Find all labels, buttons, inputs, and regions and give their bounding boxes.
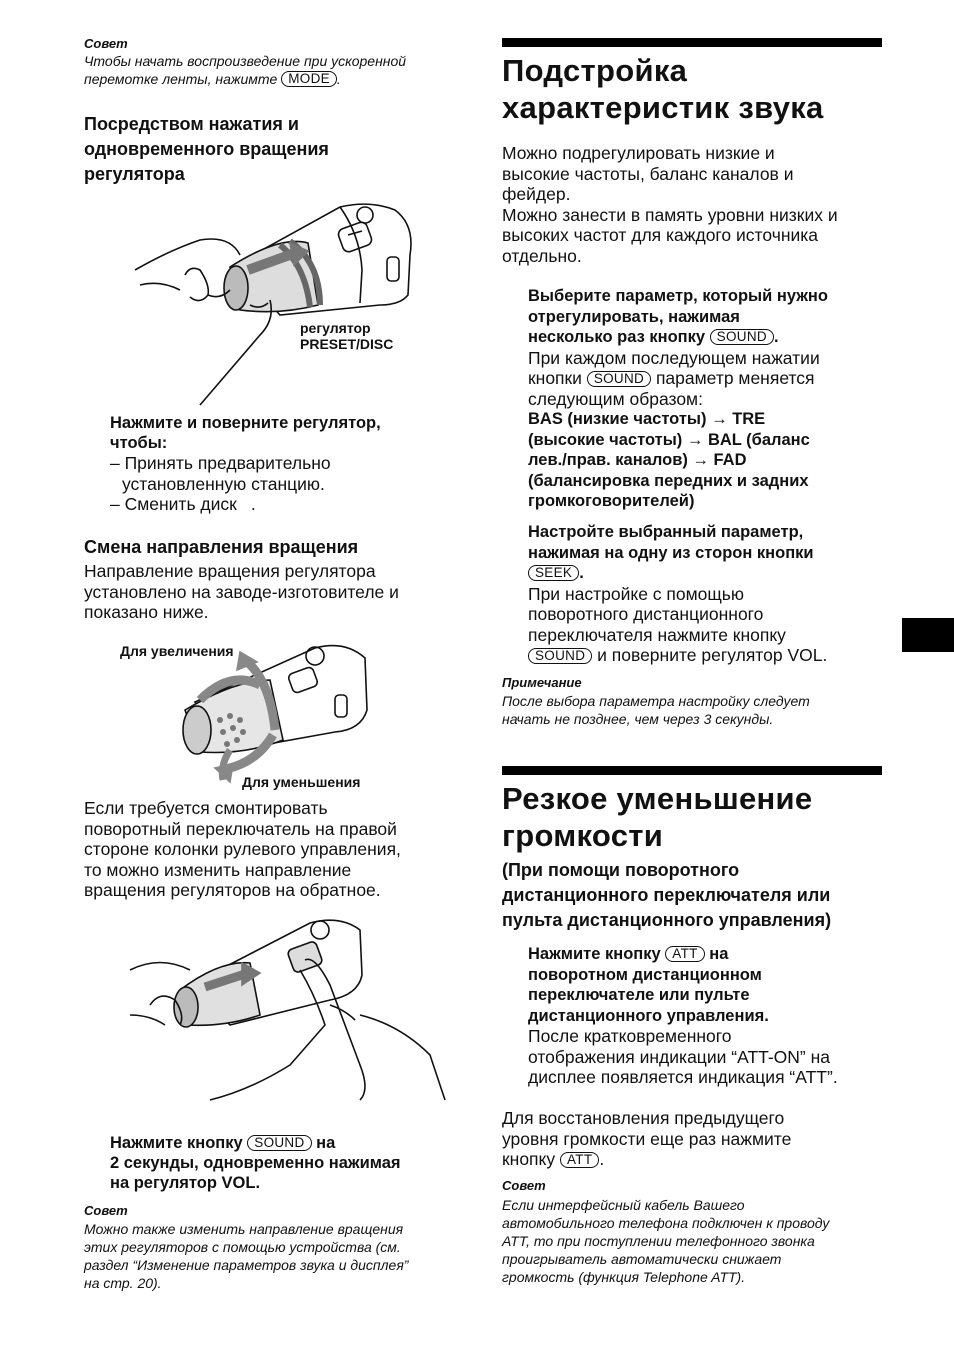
step-line	[528, 944, 898, 965]
text-line: После кратковременного	[528, 1026, 732, 1046]
att-button: ATT	[665, 946, 704, 962]
increase-label: Для увеличения	[120, 643, 234, 659]
note-text	[502, 692, 882, 728]
tip-line: этих регуляторов с помощью устройства (см.	[84, 1239, 401, 1255]
knob-press-rotate-illustration	[130, 195, 420, 405]
sequence-line: (высокие частоты) → BAL (баланс	[528, 430, 810, 449]
text-line: высокие частоты, баланс каналов и	[502, 163, 794, 184]
title-line: характеристик звука	[502, 90, 824, 125]
page-title	[502, 52, 882, 126]
step-line: на регулятор VOL.	[110, 1174, 261, 1192]
text-span: кнопку	[502, 1149, 560, 1169]
note-line: После выбора параметра настройку следует	[502, 693, 810, 709]
text-line: При настройке с помощью	[528, 583, 745, 604]
text-line: стороне колонки рулевого управления,	[84, 839, 401, 859]
step-line: нажимая на одну из сторон кнопки	[528, 543, 814, 562]
tip-title: Совет	[84, 36, 128, 51]
section-text	[84, 561, 464, 623]
text-span: кнопки	[528, 368, 587, 388]
section-rule	[502, 766, 882, 775]
step-line: 2 секунды, одновременно нажимая	[110, 1154, 401, 1172]
bullet-line: установленную станцию.	[122, 473, 325, 494]
bullet-text: .	[250, 494, 256, 514]
subtitle-line: (При помощи поворотного	[502, 860, 740, 880]
figure-label	[300, 320, 393, 352]
step-line: отрегулировать, нажимая	[528, 307, 740, 326]
text-line: переключателя нажмите кнопку	[528, 624, 786, 645]
tip-line: Если интерфейсный кабель Вашего	[502, 1197, 745, 1213]
att-button: ATT	[560, 1152, 599, 1168]
att-step	[528, 944, 898, 1088]
step-line: Выберите параметр, который нужно	[528, 287, 828, 305]
text-line: фейдер.	[502, 184, 571, 204]
step-block	[110, 1133, 470, 1193]
heading-line: одновременного вращения	[84, 139, 329, 159]
text-line: высоких частот для каждого источника	[502, 225, 819, 245]
text-line: вращения регуляторов на обратное.	[84, 880, 381, 900]
bullet-line	[110, 494, 460, 515]
text-line: дисплее появляется индикация “ATT”.	[528, 1067, 838, 1087]
sound-button: SOUND	[710, 329, 774, 345]
step-text: Нажмите кнопку	[110, 1134, 248, 1152]
sequence-line: лев./прав. каналов) → FAD	[528, 451, 747, 469]
title-line: Подстройка	[502, 53, 688, 88]
step-line: Настройте выбранный параметр,	[528, 523, 804, 541]
bullet-line: – Принять предварительно	[110, 453, 331, 473]
figure-label-line: регулятор	[300, 320, 371, 336]
sequence-line: громкоговорителей)	[528, 492, 695, 510]
tip-line	[84, 70, 464, 88]
text-line: поворотный переключатель на правой	[84, 818, 397, 839]
text-line: Можно занести в память уровни низких и	[502, 204, 838, 225]
tip-text	[84, 52, 464, 88]
tip-text	[84, 1220, 464, 1292]
tip-line: автомобильного телефона подключен к проводу	[502, 1215, 830, 1231]
subtitle-line: пульта дистанционного управления)	[502, 910, 832, 930]
tip-line: проигрыватель автоматически снижает	[502, 1251, 782, 1267]
note-title: Примечание	[502, 675, 582, 690]
tip-line: на стр. 20).	[84, 1275, 162, 1291]
text-line: Если требуется смонтировать	[84, 798, 328, 818]
step-text: на	[311, 1134, 336, 1152]
tip-line: громкость (функция Telephone ATT).	[502, 1269, 746, 1285]
step-text: .	[579, 564, 584, 582]
tip-line-text: перемотке ленты, нажимте	[84, 71, 282, 87]
step-2	[528, 522, 888, 666]
text-line: Направление вращения регулятора	[84, 561, 376, 581]
text-line: Для восстановления предыдущего	[502, 1108, 785, 1128]
section-rule	[502, 38, 882, 47]
sequence-line: (балансировка передних и задних	[528, 471, 809, 490]
seek-button: SEEK	[528, 565, 579, 581]
step-text: .	[773, 328, 779, 346]
section-heading: Смена направления вращения	[84, 537, 359, 557]
mount-paragraph	[84, 798, 464, 901]
text-span: .	[599, 1149, 605, 1169]
sound-button-press-illustration	[130, 915, 450, 1100]
heading-line: Посредством нажатия и	[84, 114, 299, 134]
tip-line: Можно также изменить направление вращения	[84, 1221, 404, 1237]
subtitle-line: дистанционного переключателя или	[502, 885, 831, 905]
note-line: начать не позднее, чем через 3 секунды.	[502, 711, 774, 727]
page-edge-tab	[902, 618, 954, 652]
mode-button: MODE	[281, 71, 337, 87]
section-title	[502, 780, 882, 854]
step-line: переключателе или пульте	[528, 986, 750, 1004]
tip-title: Совет	[84, 1203, 128, 1218]
step-1	[528, 286, 888, 512]
text-line: следующим образом:	[528, 388, 703, 409]
step-line: поворотном дистанционном	[528, 965, 762, 984]
title-line: Резкое уменьшение	[502, 781, 813, 816]
intro-text	[502, 143, 887, 266]
step-line	[528, 563, 888, 584]
text-line: поворотного дистанционного	[528, 604, 764, 624]
sequence-line: BAS (низкие частоты) → TRE	[528, 410, 766, 428]
text-line	[528, 368, 888, 389]
sound-button: SOUND	[528, 648, 592, 664]
title-line: громкости	[502, 818, 664, 853]
bullet-text: – Сменить диск	[110, 494, 237, 514]
text-line: установлено на заводе-изготовителе и	[84, 581, 399, 602]
sound-button: SOUND	[247, 1135, 311, 1151]
tip-line: ATT, то при поступлении телефонного звонка	[502, 1233, 815, 1249]
text-line: Можно подрегулировать низкие и	[502, 143, 775, 163]
tip-line-text: .	[336, 71, 341, 87]
text-line: отдельно.	[502, 245, 582, 266]
text-line	[528, 645, 888, 666]
step-line: дистанционного управления.	[528, 1006, 769, 1025]
rotation-direction-illustration	[175, 640, 375, 780]
text-line: отображения индикации “ATT-ON” на	[528, 1046, 831, 1067]
text-line	[502, 1149, 882, 1170]
text-line: показано ниже.	[84, 602, 209, 622]
step-text: несколько раз кнопку	[528, 328, 710, 346]
instruction-line: Нажмите и поверните регулятор,	[110, 414, 381, 432]
sound-button: SOUND	[587, 371, 651, 387]
tip-line: раздел “Изменение параметров звука и дисплея”	[84, 1257, 409, 1273]
decrease-label: Для уменьшения	[242, 774, 361, 790]
text-line: то можно изменить направление	[84, 859, 352, 880]
text-span: параметр меняется	[651, 368, 815, 388]
tip-line: Чтобы начать воспроизведение при ускоренной	[84, 53, 407, 69]
heading-line: регулятора	[84, 164, 185, 184]
text-line: уровня громкости еще раз нажмите	[502, 1128, 792, 1149]
instruction-line: чтобы:	[110, 434, 168, 452]
step-line	[528, 327, 888, 348]
section-subtitle	[502, 858, 892, 933]
text-line: При каждом последующем нажатии	[528, 347, 820, 368]
tip-text	[502, 1196, 892, 1286]
tip-title: Совет	[502, 1178, 546, 1193]
section-heading	[84, 112, 464, 187]
restore-text	[502, 1108, 882, 1170]
step-text: Нажмите кнопку	[528, 945, 666, 963]
text-span: и поверните регулятор VOL.	[592, 645, 828, 665]
step-text: на	[704, 945, 729, 963]
instruction-block	[110, 413, 460, 515]
step-line	[110, 1133, 470, 1153]
figure-label-line: PRESET/DISC	[300, 336, 394, 352]
